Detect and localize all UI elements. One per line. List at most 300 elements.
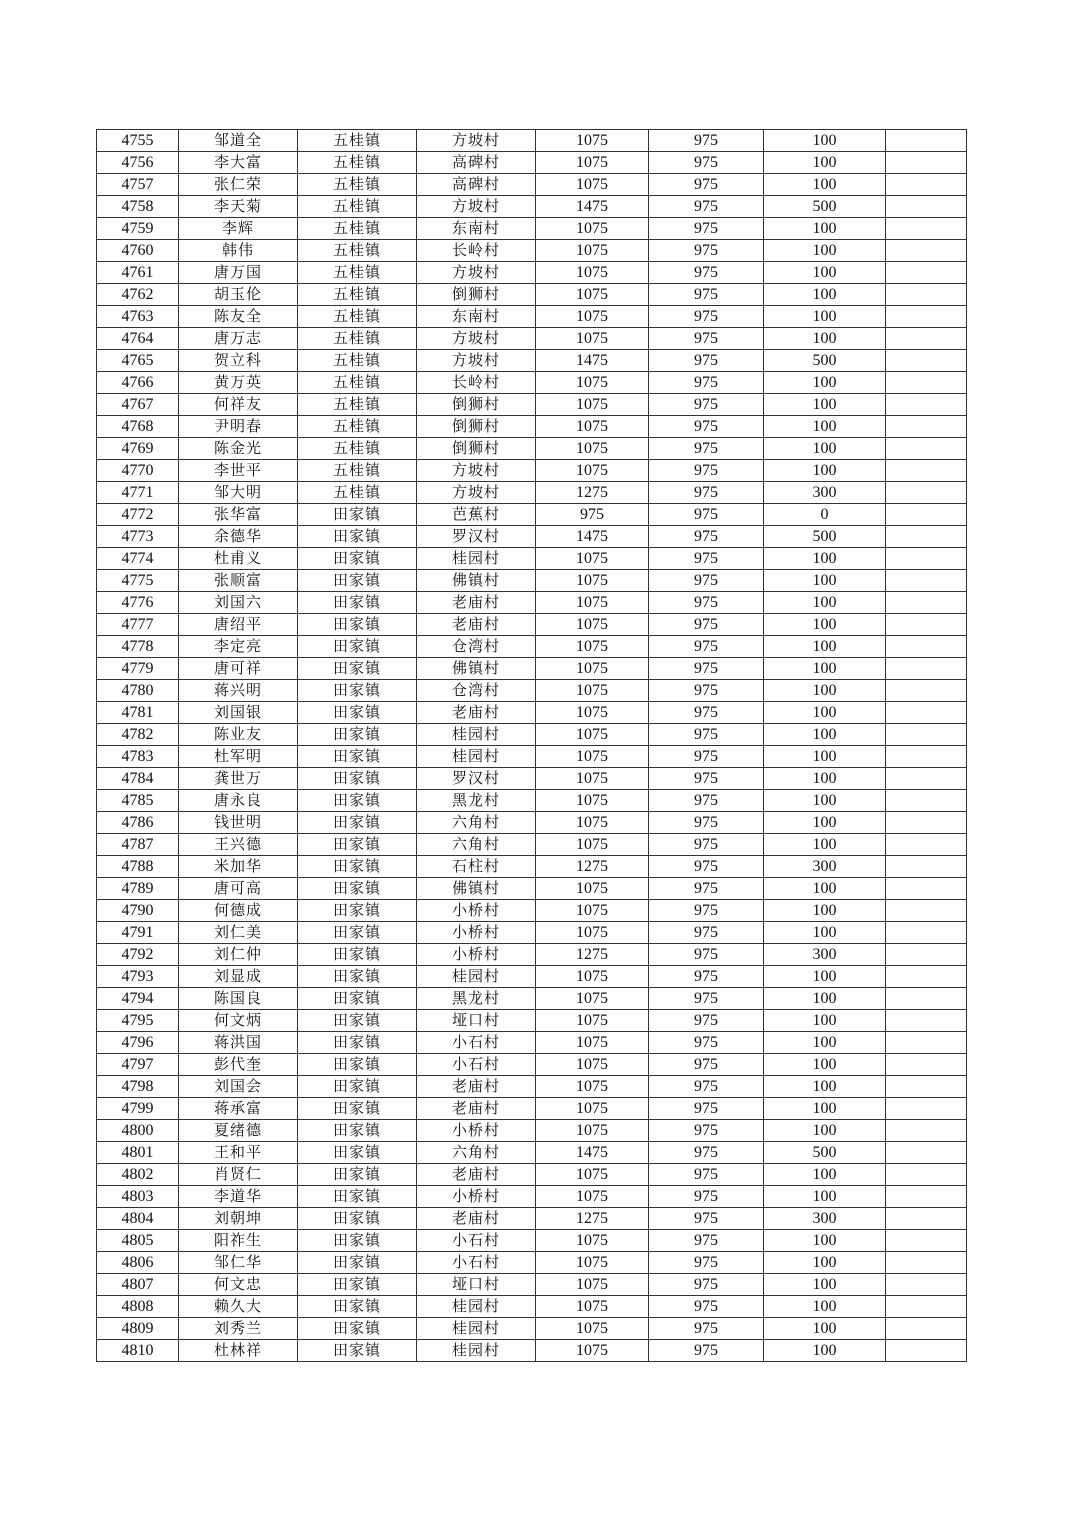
remark-cell: [886, 1032, 967, 1054]
table-row: [97, 1274, 967, 1296]
village-cell: 小石村: [417, 1230, 536, 1252]
amount-b-cell: 975: [649, 482, 764, 504]
town-cell: 田家镇: [298, 878, 417, 900]
town-cell: 田家镇: [298, 614, 417, 636]
row-number-cell: 4755: [97, 130, 179, 152]
difference-cell: 0: [764, 504, 886, 526]
remark-cell: [886, 1098, 967, 1120]
name-cell: 陈友全: [179, 306, 298, 328]
table-row: [97, 702, 967, 724]
difference-cell: 500: [764, 1142, 886, 1164]
difference-cell: 100: [764, 1252, 886, 1274]
amount-b-cell: 975: [649, 834, 764, 856]
table-row: [97, 1076, 967, 1098]
difference-cell: 100: [764, 394, 886, 416]
village-cell: 老庙村: [417, 1098, 536, 1120]
town-cell: 五桂镇: [298, 152, 417, 174]
amount-a-cell: 1075: [536, 702, 649, 724]
difference-cell: 300: [764, 944, 886, 966]
amount-a-cell: 975: [536, 504, 649, 526]
village-cell: 高碑村: [417, 152, 536, 174]
town-cell: 五桂镇: [298, 394, 417, 416]
village-cell: 桂园村: [417, 1296, 536, 1318]
amount-a-cell: 1075: [536, 1318, 649, 1340]
name-cell: 韩伟: [179, 240, 298, 262]
town-cell: 五桂镇: [298, 174, 417, 196]
table-row: [97, 834, 967, 856]
town-cell: 田家镇: [298, 1120, 417, 1142]
row-number-cell: 4773: [97, 526, 179, 548]
village-cell: 倒狮村: [417, 394, 536, 416]
town-cell: 田家镇: [298, 658, 417, 680]
remark-cell: [886, 1142, 967, 1164]
village-cell: 桂园村: [417, 1318, 536, 1340]
difference-cell: 100: [764, 1098, 886, 1120]
row-number-cell: 4781: [97, 702, 179, 724]
amount-b-cell: 975: [649, 1296, 764, 1318]
amount-b-cell: 975: [649, 130, 764, 152]
remark-cell: [886, 790, 967, 812]
village-cell: 小桥村: [417, 1120, 536, 1142]
table-row: [97, 1186, 967, 1208]
name-cell: 胡玉伦: [179, 284, 298, 306]
town-cell: 田家镇: [298, 1098, 417, 1120]
remark-cell: [886, 1054, 967, 1076]
amount-b-cell: 975: [649, 900, 764, 922]
table-row: [97, 1010, 967, 1032]
name-cell: 余德华: [179, 526, 298, 548]
village-cell: 黑龙村: [417, 790, 536, 812]
town-cell: 田家镇: [298, 636, 417, 658]
difference-cell: 100: [764, 922, 886, 944]
row-number-cell: 4786: [97, 812, 179, 834]
table-row: [97, 922, 967, 944]
remark-cell: [886, 1208, 967, 1230]
village-cell: 小桥村: [417, 900, 536, 922]
town-cell: 田家镇: [298, 856, 417, 878]
difference-cell: 100: [764, 1076, 886, 1098]
amount-b-cell: 975: [649, 394, 764, 416]
remark-cell: [886, 526, 967, 548]
amount-b-cell: 975: [649, 526, 764, 548]
table-row: [97, 790, 967, 812]
difference-cell: 100: [764, 1010, 886, 1032]
amount-a-cell: 1075: [536, 372, 649, 394]
amount-b-cell: 975: [649, 152, 764, 174]
remark-cell: [886, 350, 967, 372]
town-cell: 田家镇: [298, 1296, 417, 1318]
village-cell: 老庙村: [417, 1164, 536, 1186]
village-cell: 方坡村: [417, 130, 536, 152]
difference-cell: 100: [764, 834, 886, 856]
row-number-cell: 4798: [97, 1076, 179, 1098]
table-row: [97, 856, 967, 878]
town-cell: 田家镇: [298, 1142, 417, 1164]
name-cell: 张仁荣: [179, 174, 298, 196]
table-row: [97, 1164, 967, 1186]
amount-b-cell: 975: [649, 284, 764, 306]
table-row: [97, 746, 967, 768]
row-number-cell: 4759: [97, 218, 179, 240]
town-cell: 田家镇: [298, 1186, 417, 1208]
table-row: [97, 372, 967, 394]
amount-a-cell: 1075: [536, 878, 649, 900]
row-number-cell: 4760: [97, 240, 179, 262]
amount-a-cell: 1075: [536, 746, 649, 768]
difference-cell: 100: [764, 284, 886, 306]
village-cell: 垭口村: [417, 1010, 536, 1032]
village-cell: 小石村: [417, 1252, 536, 1274]
remark-cell: [886, 702, 967, 724]
town-cell: 田家镇: [298, 768, 417, 790]
difference-cell: 100: [764, 1340, 886, 1362]
town-cell: 田家镇: [298, 746, 417, 768]
row-number-cell: 4765: [97, 350, 179, 372]
table-row: [97, 680, 967, 702]
difference-cell: 100: [764, 240, 886, 262]
amount-a-cell: 1075: [536, 416, 649, 438]
row-number-cell: 4769: [97, 438, 179, 460]
name-cell: 李辉: [179, 218, 298, 240]
village-cell: 垭口村: [417, 1274, 536, 1296]
row-number-cell: 4784: [97, 768, 179, 790]
name-cell: 陈国良: [179, 988, 298, 1010]
row-number-cell: 4797: [97, 1054, 179, 1076]
table-row: [97, 262, 967, 284]
amount-b-cell: 975: [649, 218, 764, 240]
name-cell: 张顺富: [179, 570, 298, 592]
remark-cell: [886, 812, 967, 834]
village-cell: 佛镇村: [417, 878, 536, 900]
amount-b-cell: 975: [649, 1010, 764, 1032]
village-cell: 老庙村: [417, 1076, 536, 1098]
amount-b-cell: 975: [649, 196, 764, 218]
row-number-cell: 4807: [97, 1274, 179, 1296]
amount-a-cell: 1075: [536, 1032, 649, 1054]
amount-b-cell: 975: [649, 768, 764, 790]
difference-cell: 100: [764, 790, 886, 812]
name-cell: 肖贤仁: [179, 1164, 298, 1186]
row-number-cell: 4790: [97, 900, 179, 922]
amount-a-cell: 1075: [536, 394, 649, 416]
difference-cell: 100: [764, 1274, 886, 1296]
remark-cell: [886, 218, 967, 240]
row-number-cell: 4795: [97, 1010, 179, 1032]
remark-cell: [886, 592, 967, 614]
table-row: [97, 218, 967, 240]
row-number-cell: 4771: [97, 482, 179, 504]
table-row: [97, 284, 967, 306]
amount-a-cell: 1075: [536, 636, 649, 658]
name-cell: 唐万国: [179, 262, 298, 284]
table-row: [97, 328, 967, 350]
amount-b-cell: 975: [649, 1120, 764, 1142]
difference-cell: 300: [764, 856, 886, 878]
amount-b-cell: 975: [649, 614, 764, 636]
difference-cell: 100: [764, 636, 886, 658]
remark-cell: [886, 482, 967, 504]
town-cell: 田家镇: [298, 504, 417, 526]
village-cell: 倒狮村: [417, 416, 536, 438]
village-cell: 老庙村: [417, 614, 536, 636]
village-cell: 小石村: [417, 1032, 536, 1054]
remark-cell: [886, 570, 967, 592]
remark-cell: [886, 1230, 967, 1252]
town-cell: 田家镇: [298, 724, 417, 746]
town-cell: 五桂镇: [298, 306, 417, 328]
amount-a-cell: 1075: [536, 1340, 649, 1362]
row-number-cell: 4808: [97, 1296, 179, 1318]
amount-a-cell: 1075: [536, 152, 649, 174]
village-cell: 老庙村: [417, 702, 536, 724]
remark-cell: [886, 878, 967, 900]
amount-a-cell: 1475: [536, 526, 649, 548]
remark-cell: [886, 746, 967, 768]
row-number-cell: 4780: [97, 680, 179, 702]
amount-a-cell: 1075: [536, 174, 649, 196]
name-cell: 何文忠: [179, 1274, 298, 1296]
amount-a-cell: 1075: [536, 966, 649, 988]
name-cell: 唐永良: [179, 790, 298, 812]
village-cell: 六角村: [417, 812, 536, 834]
town-cell: 五桂镇: [298, 262, 417, 284]
table-row: [97, 416, 967, 438]
difference-cell: 100: [764, 328, 886, 350]
amount-b-cell: 975: [649, 416, 764, 438]
row-number-cell: 4762: [97, 284, 179, 306]
village-cell: 长岭村: [417, 240, 536, 262]
amount-a-cell: 1075: [536, 570, 649, 592]
amount-a-cell: 1075: [536, 460, 649, 482]
row-number-cell: 4802: [97, 1164, 179, 1186]
village-cell: 桂园村: [417, 548, 536, 570]
row-number-cell: 4793: [97, 966, 179, 988]
amount-b-cell: 975: [649, 1230, 764, 1252]
amount-a-cell: 1075: [536, 1076, 649, 1098]
town-cell: 田家镇: [298, 922, 417, 944]
table-row: [97, 1032, 967, 1054]
row-number-cell: 4785: [97, 790, 179, 812]
village-cell: 小桥村: [417, 1186, 536, 1208]
remark-cell: [886, 306, 967, 328]
difference-cell: 100: [764, 768, 886, 790]
remark-cell: [886, 1186, 967, 1208]
table-row: [97, 878, 967, 900]
name-cell: 龚世万: [179, 768, 298, 790]
town-cell: 田家镇: [298, 1274, 417, 1296]
amount-a-cell: 1075: [536, 1120, 649, 1142]
name-cell: 李世平: [179, 460, 298, 482]
town-cell: 五桂镇: [298, 482, 417, 504]
table-row: [97, 570, 967, 592]
name-cell: 刘朝坤: [179, 1208, 298, 1230]
remark-cell: [886, 944, 967, 966]
difference-cell: 100: [764, 702, 886, 724]
amount-b-cell: 975: [649, 1164, 764, 1186]
table-row: [97, 1142, 967, 1164]
town-cell: 五桂镇: [298, 350, 417, 372]
row-number-cell: 4800: [97, 1120, 179, 1142]
amount-a-cell: 1075: [536, 1274, 649, 1296]
remark-cell: [886, 988, 967, 1010]
amount-a-cell: 1275: [536, 1208, 649, 1230]
table-row: [97, 1120, 967, 1142]
village-cell: 桂园村: [417, 1340, 536, 1362]
table-row: [97, 1208, 967, 1230]
amount-a-cell: 1075: [536, 548, 649, 570]
village-cell: 方坡村: [417, 328, 536, 350]
amount-b-cell: 975: [649, 570, 764, 592]
row-number-cell: 4792: [97, 944, 179, 966]
row-number-cell: 4775: [97, 570, 179, 592]
difference-cell: 100: [764, 130, 886, 152]
town-cell: 田家镇: [298, 1318, 417, 1340]
difference-cell: 100: [764, 1296, 886, 1318]
row-number-cell: 4768: [97, 416, 179, 438]
amount-a-cell: 1075: [536, 592, 649, 614]
remark-cell: [886, 834, 967, 856]
row-number-cell: 4774: [97, 548, 179, 570]
difference-cell: 100: [764, 1054, 886, 1076]
remark-cell: [886, 724, 967, 746]
row-number-cell: 4779: [97, 658, 179, 680]
name-cell: 李定亮: [179, 636, 298, 658]
village-cell: 佛镇村: [417, 570, 536, 592]
amount-b-cell: 975: [649, 966, 764, 988]
amount-b-cell: 975: [649, 790, 764, 812]
amount-b-cell: 975: [649, 1098, 764, 1120]
amount-b-cell: 975: [649, 1186, 764, 1208]
town-cell: 五桂镇: [298, 130, 417, 152]
row-number-cell: 4804: [97, 1208, 179, 1230]
table-row: [97, 636, 967, 658]
row-number-cell: 4764: [97, 328, 179, 350]
remark-cell: [886, 262, 967, 284]
town-cell: 田家镇: [298, 1054, 417, 1076]
town-cell: 田家镇: [298, 1076, 417, 1098]
town-cell: 田家镇: [298, 526, 417, 548]
town-cell: 五桂镇: [298, 218, 417, 240]
village-cell: 老庙村: [417, 1208, 536, 1230]
row-number-cell: 4776: [97, 592, 179, 614]
remark-cell: [886, 1318, 967, 1340]
village-cell: 桂园村: [417, 746, 536, 768]
amount-b-cell: 975: [649, 988, 764, 1010]
amount-b-cell: 975: [649, 240, 764, 262]
town-cell: 田家镇: [298, 592, 417, 614]
table-row: [97, 592, 967, 614]
name-cell: 王兴德: [179, 834, 298, 856]
difference-cell: 100: [764, 306, 886, 328]
row-number-cell: 4789: [97, 878, 179, 900]
difference-cell: 500: [764, 350, 886, 372]
remark-cell: [886, 1164, 967, 1186]
village-cell: 石柱村: [417, 856, 536, 878]
difference-cell: 100: [764, 570, 886, 592]
remark-cell: [886, 174, 967, 196]
amount-b-cell: 975: [649, 592, 764, 614]
difference-cell: 100: [764, 966, 886, 988]
amount-a-cell: 1475: [536, 196, 649, 218]
row-number-cell: 4803: [97, 1186, 179, 1208]
village-cell: 六角村: [417, 834, 536, 856]
amount-b-cell: 975: [649, 1252, 764, 1274]
table-row: [97, 1340, 967, 1362]
name-cell: 陈金光: [179, 438, 298, 460]
town-cell: 田家镇: [298, 966, 417, 988]
name-cell: 邹大明: [179, 482, 298, 504]
remark-cell: [886, 1274, 967, 1296]
village-cell: 方坡村: [417, 262, 536, 284]
table-row: [97, 1296, 967, 1318]
difference-cell: 100: [764, 658, 886, 680]
remark-cell: [886, 1120, 967, 1142]
row-number-cell: 4767: [97, 394, 179, 416]
table-row: [97, 614, 967, 636]
amount-a-cell: 1075: [536, 768, 649, 790]
amount-a-cell: 1075: [536, 1252, 649, 1274]
amount-a-cell: 1075: [536, 284, 649, 306]
remark-cell: [886, 284, 967, 306]
table-row: [97, 306, 967, 328]
row-number-cell: 4796: [97, 1032, 179, 1054]
table-row: [97, 988, 967, 1010]
amount-b-cell: 975: [649, 306, 764, 328]
name-cell: 刘国会: [179, 1076, 298, 1098]
town-cell: 田家镇: [298, 1032, 417, 1054]
amount-b-cell: 975: [649, 922, 764, 944]
village-cell: 方坡村: [417, 482, 536, 504]
table-row: [97, 1054, 967, 1076]
town-cell: 田家镇: [298, 944, 417, 966]
difference-cell: 100: [764, 218, 886, 240]
table-row: [97, 768, 967, 790]
remark-cell: [886, 680, 967, 702]
name-cell: 赖久大: [179, 1296, 298, 1318]
difference-cell: 100: [764, 1186, 886, 1208]
table-row: [97, 1098, 967, 1120]
amount-b-cell: 975: [649, 1318, 764, 1340]
data-table: [96, 129, 967, 1362]
amount-a-cell: 1075: [536, 1186, 649, 1208]
row-number-cell: 4763: [97, 306, 179, 328]
village-cell: 桂园村: [417, 966, 536, 988]
remark-cell: [886, 658, 967, 680]
difference-cell: 100: [764, 460, 886, 482]
village-cell: 芭蕉村: [417, 504, 536, 526]
row-number-cell: 4787: [97, 834, 179, 856]
difference-cell: 100: [764, 372, 886, 394]
remark-cell: [886, 614, 967, 636]
amount-b-cell: 975: [649, 878, 764, 900]
difference-cell: 100: [764, 724, 886, 746]
town-cell: 五桂镇: [298, 284, 417, 306]
remark-cell: [886, 1340, 967, 1362]
remark-cell: [886, 1010, 967, 1032]
amount-b-cell: 975: [649, 1274, 764, 1296]
remark-cell: [886, 152, 967, 174]
amount-a-cell: 1275: [536, 856, 649, 878]
amount-a-cell: 1075: [536, 658, 649, 680]
amount-a-cell: 1075: [536, 328, 649, 350]
remark-cell: [886, 372, 967, 394]
table-row: [97, 504, 967, 526]
difference-cell: 100: [764, 1120, 886, 1142]
village-cell: 小桥村: [417, 944, 536, 966]
amount-a-cell: 1075: [536, 1098, 649, 1120]
difference-cell: 100: [764, 1032, 886, 1054]
table-row: [97, 394, 967, 416]
